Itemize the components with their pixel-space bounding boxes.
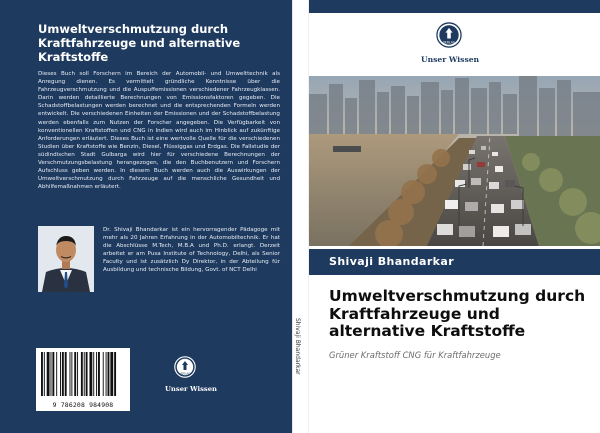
publisher-emblem-icon xyxy=(436,22,462,48)
barcode-bar xyxy=(93,352,94,396)
book-subtitle: Grüner Kraftstoff CNG für Kraftfahrzeuge xyxy=(329,350,501,360)
barcode-bar xyxy=(84,352,85,396)
barcode-bar xyxy=(47,352,50,396)
publisher-logo-text: VERLAG xyxy=(179,372,191,376)
barcode-bar xyxy=(44,352,45,396)
barcode-bar xyxy=(81,352,83,396)
spine-author: Shivaji Bhandarkar xyxy=(294,318,301,375)
barcode-number: 9 786208 984908 xyxy=(52,401,114,409)
front-publisher-logo xyxy=(421,22,480,68)
barcode-bar xyxy=(52,352,54,396)
back-publisher-name: Unser Wissen xyxy=(165,385,217,393)
barcode-bar xyxy=(89,352,92,396)
back-cover-title: Umweltverschmutzung durch Kraftfahrzeuge und alternative Kraftstoffe xyxy=(38,22,241,64)
barcode-bar xyxy=(77,352,78,396)
barcode-bar xyxy=(71,352,72,396)
barcode-bar xyxy=(108,352,110,396)
book-title: Umweltverschmutzung durch Kraftfahrzeuge und alternative Kraftstoffe xyxy=(329,287,586,340)
publisher-emblem-icon xyxy=(174,356,196,378)
isbn-barcode xyxy=(36,348,130,411)
back-publisher-logo xyxy=(165,356,217,398)
front-cover xyxy=(309,0,600,433)
barcode-bar xyxy=(65,352,67,396)
barcode-bar xyxy=(70,352,71,396)
barcode-bar xyxy=(60,352,61,396)
author-bio: Dr. Shivaji Bhandarkar ist ein hervorragender Pädagoge mit mehr als 20 Jahren Erfahrung in der Automobiltechnik. Er hat die Abschlüsse M.Tech, M.B.A und Ph.D. erlangt. Derzeit arbeitet er am Pusa Institute of Technology, Delhi, als Senior Faculty und ist zusätzlich Dy Direktor, in der Abteilung für Ausbildung und technische Bildung, Govt. of NCT Delhi xyxy=(103,227,280,274)
barcode-bar xyxy=(110,352,113,396)
barcode-bar xyxy=(62,352,64,396)
barcode-bar xyxy=(106,352,107,396)
barcode-bar xyxy=(98,352,100,396)
barcode-bar xyxy=(74,352,76,396)
back-cover-blurb: Dieses Buch soll Forschern im Bereich der Automobil- und Umwelttechnik als Anregung dienen. Es vermittelt gründliche Kenntnisse über die Fahrzeugverschmutzung und die Auspuffemissionen verschiedener Fahrzeugklassen. Darin werden detaillierte Berechnungen von Emissionsfaktoren gegeben. Die Schadstoffbelastungen werden berechnet und die entsprechenden Formeln werden entwickelt. Die verschiedenen Einheiten der Emissionen und der Schadstoffbelastung werden ebenfalls zum Nutzen der Forscher angegeben. Die Verfügbarkeit von konventionellen Kraftstoffen und CNG in Indien wird auch im Hinblick auf zukünftige Anforderungen erläutert. Dieses Buch ist eine wertvolle Quelle für die verschiedenen Studien über Kraftstoffe wie Benzin, Diesel, Flüssiggas und Erdgas. Die Fallstudie der südindischen Stadt Gulbarga wird hier für verschiedene Berechnungen der Verschmutzungsbelastung herangezogen, die den Buchbenutzern und Forschern Aufschluss geben werden. In diesem Buch werden auch die Auswirkungen der Umweltverschmutzung durch Fahrzeuge auf die menschliche Gesundheit und Abhilfemaßnahmen erläutert. xyxy=(38,71,280,191)
barcode-bar xyxy=(114,352,116,396)
author-photo xyxy=(38,226,94,292)
author-band xyxy=(309,249,600,275)
front-publisher-name: Unser Wissen xyxy=(421,55,480,64)
barcode-bar xyxy=(51,352,52,396)
barcode-bar xyxy=(103,352,104,396)
author-name: Shivaji Bhandarkar xyxy=(329,255,455,268)
back-cover xyxy=(0,0,292,433)
barcode-bars-icon xyxy=(36,348,130,400)
barcode-bar xyxy=(56,352,57,396)
barcode-bar xyxy=(86,352,88,396)
front-top-bar xyxy=(309,0,600,13)
barcode-bar xyxy=(41,352,43,396)
cover-photo-traffic-city xyxy=(309,76,600,246)
barcode-bar xyxy=(96,352,97,396)
publisher-logo-text: VERLAG xyxy=(442,40,456,45)
